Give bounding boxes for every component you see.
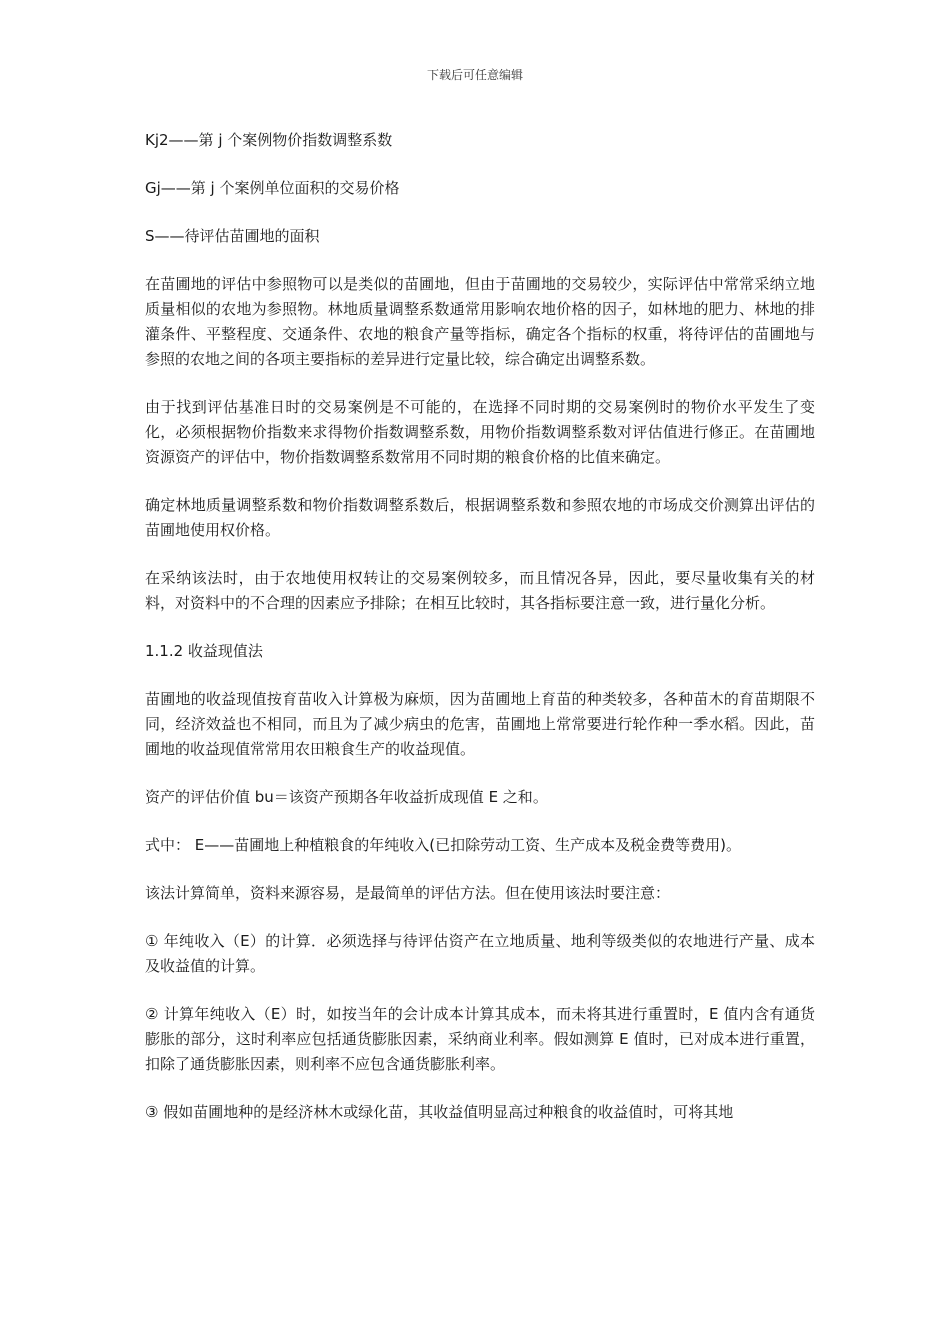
definition-gj: Gj——第 j 个案例单位面积的交易价格 [145,179,400,197]
list-item-3: ③ 假如苗圃地种的是经济林木或绿化苗，其收益值明显高过种粮食的收益值时，可将其地 [145,1103,734,1121]
list-item-1: ① 年纯收入（E）的计算．必须选择与待评估资产在立地质量、地利等级类似的农地进行产量、成本及收益值的计算。 [145,932,815,975]
paragraph-method-notes: 该法计算简单，资料来源容易，是最简单的评估方法。但在使用该法时要注意： [145,884,671,902]
paragraph-income-value: 苗圃地的收益现值按育苗收入计算极为麻烦，因为苗圃地上育苗的种类较多，各种苗木的育苗期限不同，经济效益也不相同，而且为了减少病虫的危害，苗圃地上常常要进行轮作种一季水稻。因此，苗圃地的收益现值常常用农田粮食生产的收益现值。 [145,690,815,758]
paragraph-reference-object: 在苗圃地的评估中参照物可以是类似的苗圃地，但由于苗圃地的交易较少，实际评估中常常采纳立地质量相似的农地为参照物。林地质量调整系数通常用影响农地价格的因子，如林地的肥力、林地的排灌条件、平整程度、交通条件、农地的粮食产量等指标，确定各个指标的权重，将待评估的苗圃地与参照的农地之间的各项主要指标的差异进行定量比较，综合确定出调整系数。 [145,275,815,368]
paragraph-determine-price: 确定林地质量调整系数和物价指数调整系数后，根据调整系数和参照农地的市场成交价测算出评估的苗圃地使用权价格。 [145,496,815,539]
section-heading-income-method: 1.1.2 收益现值法 [145,642,263,660]
document-body [145,128,815,1148]
paragraph-formula: 资产的评估价值 bu＝该资产预期各年收益折成现值 E 之和。 [145,788,548,806]
paragraph-formula-where: 式中： E——苗圃地上种植粮食的年纯收入(已扣除劳动工资、生产成本及税金费等费用)。 [145,836,741,854]
page-header: 下载后可任意编辑 [426,68,523,82]
list-item-2: ② 计算年纯收入（E）时，如按当年的会计成本计算其成本，而未将其进行重置时，E 值内含有通货膨胀的部分，这时利率应包括通货膨胀因素，采纳商业利率。假如测算 E 值时，已对成本进行重置，扣除了通货膨胀因素，则利率不应包含通货膨胀利率。 [145,1005,815,1073]
definition-kj2: Kj2——第 j 个案例物价指数调整系数 [145,131,393,149]
paragraph-adoption-notes: 在采纳该法时，由于农地使用权转让的交易案例较多，而且情况各异，因此，要尽量收集有关的材料，对资料中的不合理的因素应予排除；在相互比较时，其各指标要注意一致，进行量化分析。 [145,569,815,612]
paragraph-price-index: 由于找到评估基准日时的交易案例是不可能的，在选择不同时期的交易案例时的物价水平发生了变化，必须根据物价指数来求得物价指数调整系数，用物价指数调整系数对评估值进行修正。在苗圃地资源资产的评估中，物价指数调整系数常用不同时期的粮食价格的比值来确定。 [145,398,815,466]
definition-s: S——待评估苗圃地的面积 [145,227,320,245]
